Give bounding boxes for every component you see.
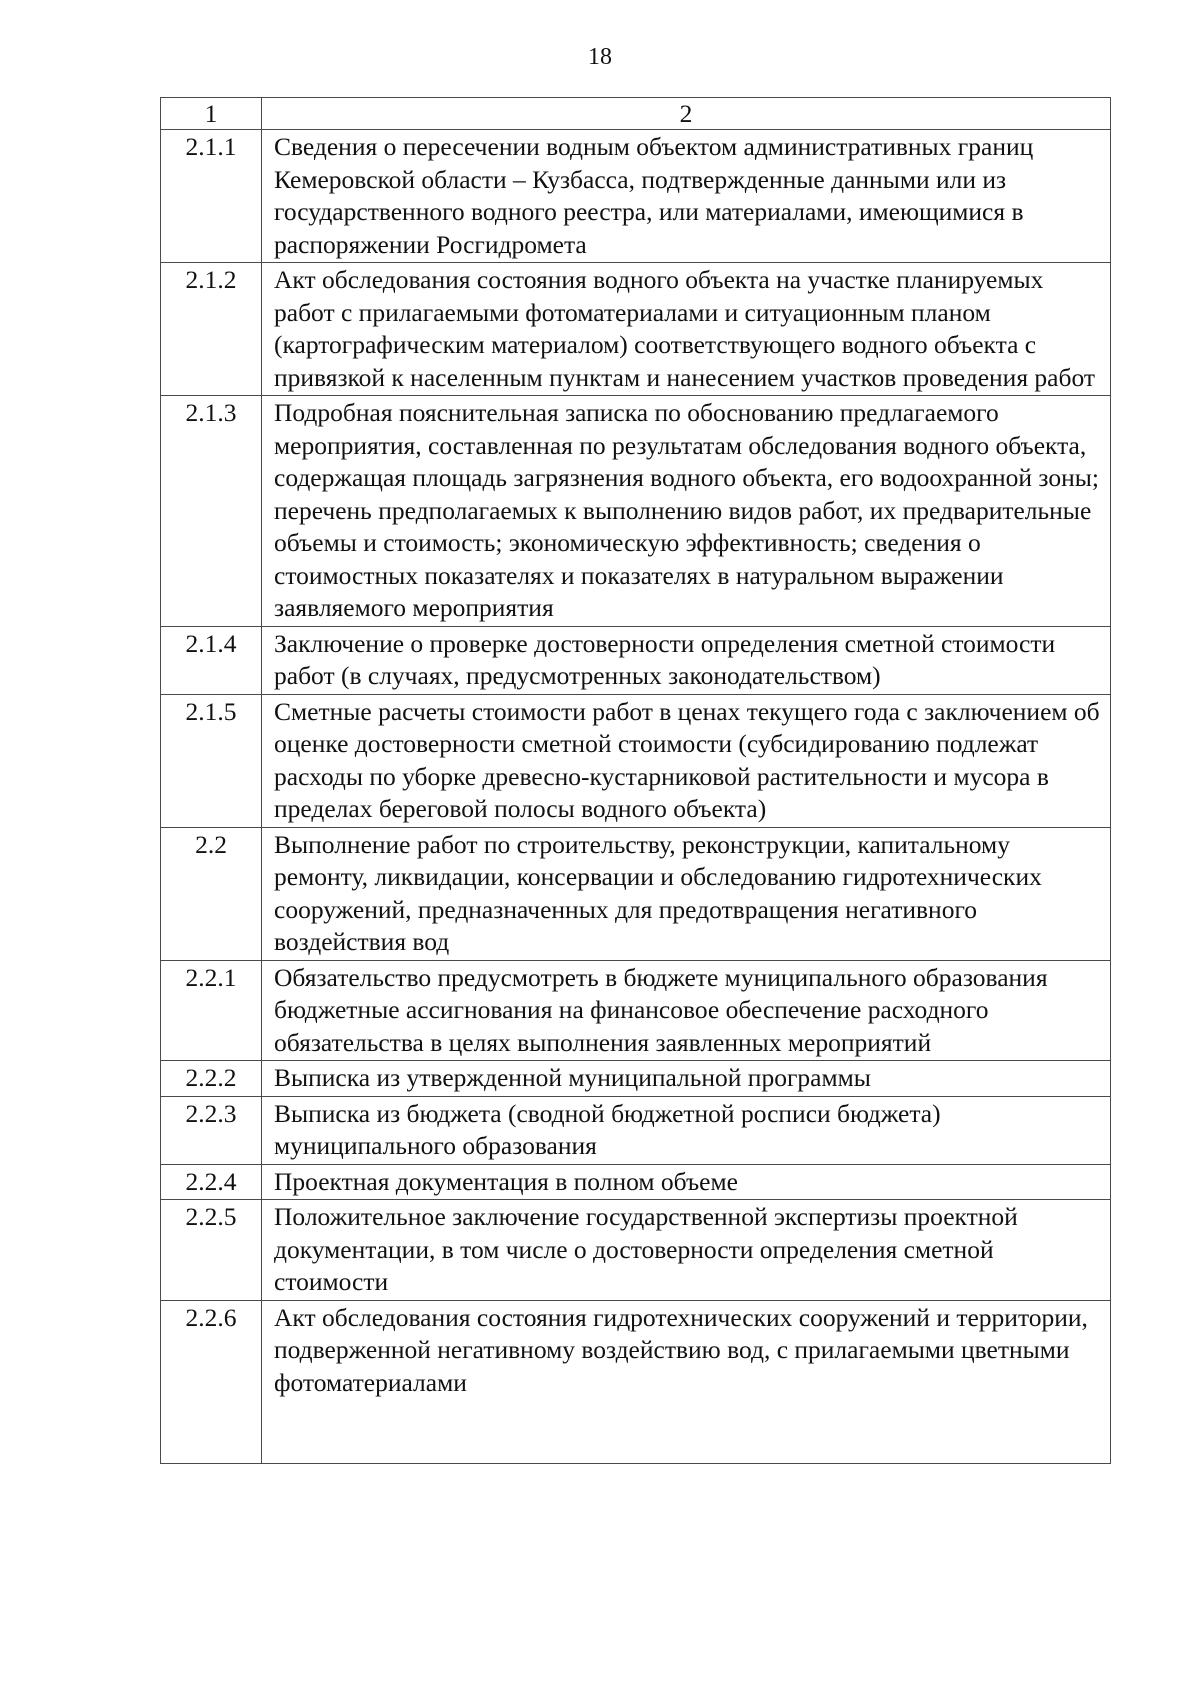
row-text: Заключение о проверке достоверности определения сметной стоимости работ (в случаях, предусмотренных законодательством): [262, 626, 1111, 694]
table-header-row: [161, 98, 1111, 130]
column-header-description: 2: [262, 98, 1111, 130]
table-row: [161, 1200, 1111, 1301]
row-text: Проектная документация в полном объеме: [262, 1164, 1111, 1200]
row-text: Выполнение работ по строительству, реконструкции, капитальному ремонту, ликвидации, консервации и обследованию гидротехнических сооружений, предназначенных для предотвращения негативного воздействия вод: [262, 827, 1111, 960]
row-number: 2.1.1: [161, 130, 262, 263]
row-text: Выписка из бюджета (сводной бюджетной росписи бюджета) муниципального образования: [262, 1096, 1111, 1164]
row-number: 2.2.2: [161, 1061, 262, 1097]
row-number: 2.2: [161, 827, 262, 960]
table-row: [161, 960, 1111, 1061]
row-text: Подробная пояснительная записка по обоснованию предлагаемого мероприятия, составленная по результатам обследования водного объекта, содержащая площадь загрязнения водного объекта, его водоохранной зоны; перечень предполагаемых к выполнению видов работ, их предварительные объемы и стоимость; экономическую эффективность; сведения о стоимостных показателях и показателях в натуральном выражении заявляемого мероприятия: [262, 396, 1111, 627]
table-row: [161, 626, 1111, 694]
table-row: [161, 1164, 1111, 1200]
row-text: Акт обследования состояния гидротехнических сооружений и территории, подверженной негативному воздействию вод, с прилагаемыми цветными фотоматериалами: [262, 1300, 1111, 1463]
row-text: Сведения о пересечении водным объектом административных границ Кемеровской области – Кузбасса, подтвержденные данными или из государственного водного реестра, или материалами, имеющимися в распоряжении Росгидромета: [262, 130, 1111, 263]
row-number: 2.1.3: [161, 396, 262, 627]
table-row: [161, 263, 1111, 396]
page-number: 18: [588, 44, 612, 70]
row-text: Акт обследования состояния водного объекта на участке планируемых работ с прилагаемыми фотоматериалами и ситуационным планом (картографическим материалом) соответствующего водного объекта с привязкой к населенным пунктам и нанесением участков проведения работ: [262, 263, 1111, 396]
row-number: 2.1.5: [161, 694, 262, 827]
row-text: Сметные расчеты стоимости работ в ценах текущего года с заключением об оценке достоверности сметной стоимости (субсидированию подлежат расходы по уборке древесно-кустарниковой растительности и мусора в пределах береговой полосы водного объекта): [262, 694, 1111, 827]
row-number: 2.1.2: [161, 263, 262, 396]
row-text: Обязательство предусмотреть в бюджете муниципального образования бюджетные ассигнования на финансовое обеспечение расходного обязательства в целях выполнения заявленных мероприятий: [262, 960, 1111, 1061]
requirements-table: [160, 97, 1111, 1464]
row-number: 2.1.4: [161, 626, 262, 694]
table-row: [161, 694, 1111, 827]
row-text: Положительное заключение государственной экспертизы проектной документации, в том числе о достоверности определения сметной стоимости: [262, 1200, 1111, 1301]
table-row: [161, 130, 1111, 263]
table-row: [161, 1096, 1111, 1164]
row-text: Выписка из утвержденной муниципальной программы: [262, 1061, 1111, 1097]
table-row: [161, 827, 1111, 960]
row-number: 2.2.1: [161, 960, 262, 1061]
row-number: 2.2.6: [161, 1300, 262, 1463]
row-number: 2.2.3: [161, 1096, 262, 1164]
row-number: 2.2.5: [161, 1200, 262, 1301]
table-row: [161, 396, 1111, 627]
row-number: 2.2.4: [161, 1164, 262, 1200]
column-header-number: 1: [161, 98, 262, 130]
table-row: [161, 1300, 1111, 1463]
table-row: [161, 1061, 1111, 1097]
